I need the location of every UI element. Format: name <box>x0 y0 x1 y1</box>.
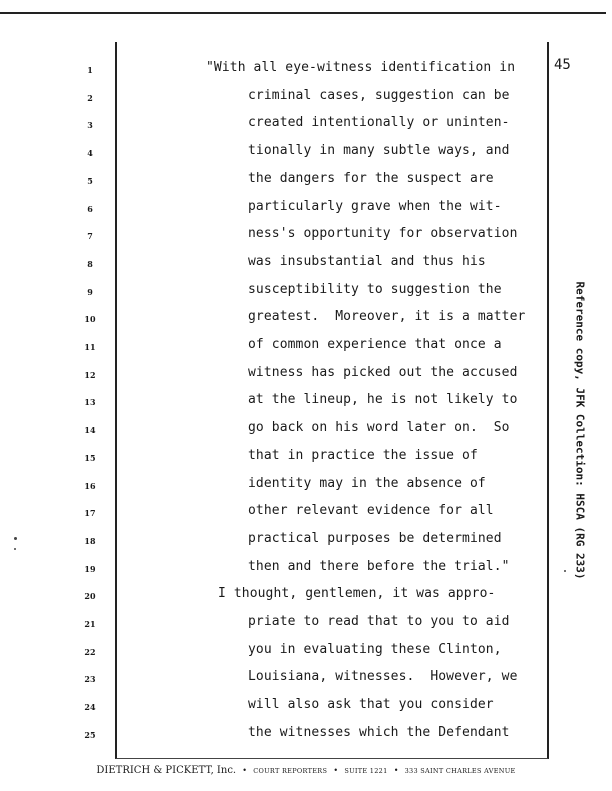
transcript-line: witness has picked out the accused <box>248 364 518 380</box>
transcript-line: I thought, gentlemen, it was appro- <box>218 586 496 602</box>
line-number: 23 <box>84 674 96 685</box>
transcript-line: other relevant evidence for all <box>248 503 494 519</box>
transcript-line: ness's opportunity for observation <box>248 226 518 242</box>
line-number: 3 <box>87 120 93 131</box>
line-number: 9 <box>87 286 93 297</box>
transcript-line: go back on his word later on. So <box>248 420 510 436</box>
line-number: 20 <box>84 591 96 602</box>
line-number: 19 <box>84 563 96 574</box>
line-number: 25 <box>84 729 96 740</box>
footer-bullet: • <box>333 766 339 775</box>
reference-stamp: Reference copy, JFK Collection: HSCA (RG 233) <box>573 281 587 580</box>
footer-suite: SUITE 1221 <box>344 767 388 775</box>
footer-firm: DIETRICH & PICKETT, Inc. <box>96 765 237 776</box>
line-number: 18 <box>84 535 96 546</box>
footer-bullet: • <box>242 766 248 775</box>
footer-bullet: • <box>393 766 399 775</box>
scan-speck <box>14 548 16 550</box>
line-number: 17 <box>84 508 96 519</box>
top-rule <box>0 12 606 14</box>
transcript-line: that in practice the issue of <box>248 447 478 463</box>
transcript-line: at the lineup, he is not likely to <box>248 392 518 408</box>
footer-role: COURT REPORTERS <box>253 767 328 775</box>
line-number: 15 <box>84 452 96 463</box>
footer <box>0 765 612 776</box>
transcript-line: criminal cases, suggestion can be <box>248 87 510 103</box>
line-number: 13 <box>84 397 96 408</box>
transcript-line: "With all eye-witness identification in <box>206 60 516 75</box>
line-number: 1 <box>87 65 93 75</box>
line-number: 21 <box>84 619 96 629</box>
transcript-line: particularly grave when the wit- <box>248 198 502 214</box>
transcript-line: the dangers for the suspect are <box>248 170 494 186</box>
line-number: 8 <box>87 258 93 269</box>
line-number: 10 <box>84 314 96 325</box>
line-number: 4 <box>87 148 93 159</box>
line-number: 16 <box>84 480 96 491</box>
line-number: 24 <box>84 702 96 713</box>
transcript-line: susceptibility to suggestion the <box>248 281 502 297</box>
scan-speck <box>564 570 566 572</box>
transcript-line: the witnesses which the Defendant <box>248 724 510 740</box>
line-number: 11 <box>84 342 96 352</box>
transcript-line: was insubstantial and thus his <box>248 253 486 269</box>
transcript-line: priate to read that to you to aid <box>248 614 510 629</box>
transcript-line: then and there before the trial." <box>248 558 510 574</box>
transcript-line: Louisiana, witnesses. However, we <box>248 669 518 685</box>
scan-speck <box>14 537 17 540</box>
page-number: 45 <box>554 57 571 73</box>
line-number: 2 <box>87 92 93 103</box>
line-number: 22 <box>84 646 96 657</box>
footer-address: 333 SAINT CHARLES AVENUE <box>404 767 516 775</box>
transcript-line: greatest. Moreover, it is a matter <box>248 309 526 325</box>
transcript-line: tionally in many subtle ways, and <box>248 143 510 159</box>
line-number: 5 <box>87 175 93 186</box>
transcript-line: you in evaluating these Clinton, <box>248 641 502 657</box>
transcript-line: will also ask that you consider <box>248 697 494 713</box>
line-number: 6 <box>87 203 93 214</box>
line-number: 12 <box>84 369 96 380</box>
transcript-line: of common experience that once a <box>248 337 502 352</box>
transcript-line: identity may in the absence of <box>248 475 486 491</box>
transcript-line: practical purposes be determined <box>248 530 502 546</box>
line-number: 7 <box>87 231 93 242</box>
transcript-line: created intentionally or uninten- <box>248 115 510 131</box>
line-number: 14 <box>84 425 96 436</box>
